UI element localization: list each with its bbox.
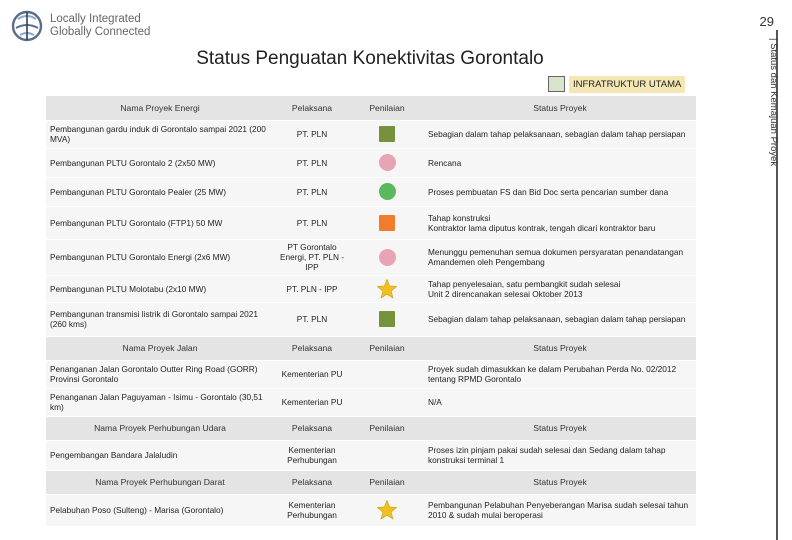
- project-rating: [350, 440, 424, 470]
- project-executor: Kementerian Perhubungan: [274, 440, 350, 470]
- status-circle-icon: [379, 249, 396, 266]
- project-status: Menunggu pemenuhan semua dokumen persyaratan penandatangan Amandemen oleh Pengembang: [424, 239, 696, 275]
- project-rating: [350, 177, 424, 206]
- project-status: Tahap konstruksi Kontraktor lama diputus kontrak, tengah dicari kontraktor baru: [424, 206, 696, 239]
- project-name: Pembangunan gardu induk di Gorontalo sampai 2021 (200 MVA): [46, 120, 274, 148]
- section-header-exec: Pelaksana: [274, 416, 350, 440]
- project-executor: PT. PLN: [274, 206, 350, 239]
- project-rating: [350, 120, 424, 148]
- project-executor: PT. PLN: [274, 302, 350, 336]
- table-row: [46, 275, 696, 302]
- legend-label: INFRATRUKTUR UTAMA: [569, 76, 685, 93]
- project-rating: [350, 239, 424, 275]
- project-name: Penanganan Jalan Paguyaman - Isimu - Gorontalo (30,51 km): [46, 388, 274, 416]
- section-header-name: Nama Proyek Perhubungan Darat: [46, 470, 274, 494]
- logo-line-1: Locally Integrated: [50, 13, 141, 25]
- project-status: Rencana: [424, 148, 696, 177]
- project-executor: PT. PLN: [274, 120, 350, 148]
- project-name: Pembangunan PLTU Gorontalo Pealer (25 MW): [46, 177, 274, 206]
- table-row: [46, 120, 696, 148]
- project-executor: PT. PLN: [274, 177, 350, 206]
- status-circle-icon: [379, 183, 396, 200]
- project-executor: PT. PLN: [274, 148, 350, 177]
- section-header-row: [46, 336, 696, 360]
- project-rating: [350, 275, 424, 302]
- side-caption: | Status dan Kemajuan Proyek: [768, 38, 779, 167]
- project-name: Pembangunan PLTU Molotabu (2x10 MW): [46, 275, 274, 302]
- section-header-row: [46, 470, 696, 494]
- globe-logo-icon: [10, 9, 44, 43]
- section-header-status: Status Proyek: [424, 96, 696, 120]
- project-name: Pembangunan transmisi listrik di Gorontalo sampai 2021 (260 kms): [46, 302, 274, 336]
- section-header-exec: Pelaksana: [274, 470, 350, 494]
- table-row: [46, 177, 696, 206]
- table-body: [46, 96, 696, 526]
- project-rating: [350, 360, 424, 388]
- section-header-rating: Penilaian: [350, 96, 424, 120]
- legend: [548, 74, 690, 94]
- table-row: [46, 388, 696, 416]
- star-icon: [376, 278, 398, 300]
- section-header-status: Status Proyek: [424, 336, 696, 360]
- page-number: 29: [759, 14, 774, 29]
- project-rating: [350, 302, 424, 336]
- project-rating: [350, 388, 424, 416]
- status-circle-icon: [379, 154, 396, 171]
- project-executor: Kementerian Perhubungan: [274, 494, 350, 526]
- project-rating: [350, 206, 424, 239]
- table-row: [46, 360, 696, 388]
- page-title: Status Penguatan Konektivitas Gorontalo: [196, 48, 544, 69]
- project-executor: Kementerian PU: [274, 388, 350, 416]
- section-header-exec: Pelaksana: [274, 96, 350, 120]
- project-name: Pengembangan Bandara Jalaludin: [46, 440, 274, 470]
- project-rating: [350, 148, 424, 177]
- project-status: Proyek sudah dimasukkan ke dalam Perubahan Perda No. 02/2012 tentang RPMD Gorontalo: [424, 360, 696, 388]
- star-icon: [376, 499, 398, 521]
- section-header-rating: Penilaian: [350, 416, 424, 440]
- logo-text: [50, 13, 150, 39]
- project-name: Penanganan Jalan Gorontalo Outter Ring Road (GORR) Provinsi Gorontalo: [46, 360, 274, 388]
- logo-line-2: Globally Connected: [50, 26, 151, 38]
- project-name: Pembangunan PLTU Gorontalo (FTP1) 50 MW: [46, 206, 274, 239]
- project-status: Sebagian dalam tahap pelaksanaan, sebagian dalam tahap persiapan: [424, 120, 696, 148]
- project-status: N/A: [424, 388, 696, 416]
- project-rating: [350, 494, 424, 526]
- section-header-row: [46, 416, 696, 440]
- section-header-rating: Penilaian: [350, 470, 424, 494]
- project-name: Pembangunan PLTU Gorontalo 2 (2x50 MW): [46, 148, 274, 177]
- table-row: [46, 302, 696, 336]
- table-row: [46, 239, 696, 275]
- section-header-rating: Penilaian: [350, 336, 424, 360]
- status-square-icon: [379, 126, 395, 142]
- logo: [10, 8, 160, 44]
- project-name: Pembangunan PLTU Gorontalo Energi (2x6 MW): [46, 239, 274, 275]
- section-header-name: Nama Proyek Perhubungan Udara: [46, 416, 274, 440]
- section-header-exec: Pelaksana: [274, 336, 350, 360]
- project-status: Sebagian dalam tahap pelaksanaan, sebagian dalam tahap persiapan: [424, 302, 696, 336]
- section-header-name: Nama Proyek Energi: [46, 96, 274, 120]
- table-row: [46, 206, 696, 239]
- project-status: Proses izin pinjam pakai sudah selesai dan Sedang dalam tahap konstruksi terminal 1: [424, 440, 696, 470]
- project-status: Pembangunan Pelabuhan Penyeberangan Marisa sudah selesai tahun 2010 & sudah mulai beroperasi: [424, 494, 696, 526]
- project-name: Pelabuhan Poso (Sulteng) - Marisa (Gorontalo): [46, 494, 274, 526]
- project-executor: PT. PLN - IPP: [274, 275, 350, 302]
- section-header-status: Status Proyek: [424, 416, 696, 440]
- status-square-icon: [379, 311, 395, 327]
- legend-swatch: [548, 76, 565, 92]
- section-header-status: Status Proyek: [424, 470, 696, 494]
- project-status: Tahap penyelesaian, satu pembangkit sudah selesai Unit 2 direncanakan selesai Oktober 2013: [424, 275, 696, 302]
- table-row: [46, 494, 696, 526]
- section-header-row: [46, 96, 696, 120]
- project-status-table: [46, 96, 696, 527]
- table-row: [46, 440, 696, 470]
- table-row: [46, 148, 696, 177]
- project-executor: PT Gorontalo Energi, PT. PLN - IPP: [274, 239, 350, 275]
- project-executor: Kementerian PU: [274, 360, 350, 388]
- section-header-name: Nama Proyek Jalan: [46, 336, 274, 360]
- project-status: Proses pembuatan FS dan Bid Doc serta pencarian sumber dana: [424, 177, 696, 206]
- status-square-icon: [379, 215, 395, 231]
